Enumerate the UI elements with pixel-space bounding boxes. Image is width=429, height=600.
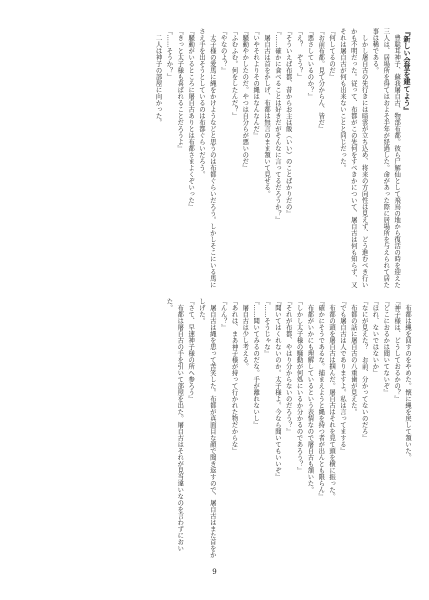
text-area (20, 28, 412, 558)
dialogue-line: 『ふむふむ。何をしたんだ？』 (230, 28, 238, 119)
paragraph: しかし屠自古の先行きには暗雲が立ち込め、将来の方向性は見えず、どう進むべき行いかも不明だった。従って、布都がこの先何をすべきかについて、屠自古は何も知らず、又それは屠自古が何も出来ないことと同じだった。 (338, 28, 368, 288)
dialogue-line: 『ほれ、ないではないか』 (371, 298, 379, 376)
dialogue-line: 『なにが見えた？ お前、分かってないのだろ』 (360, 298, 368, 441)
dialogue-line: 『そういえば布都、昔からお主は飯（いい）のことばかりだの』 (284, 28, 292, 217)
dialogue-line: 『でも屠自古は人でありますよ。私は言ってまする』 (338, 298, 346, 454)
dialogue-line: 『それが布都、やはり分からないのだろう？』 (284, 298, 292, 435)
dialogue-line: 『さて、早速神子様の所へ参ろう』 (187, 298, 195, 402)
dialogue-line: 『……聞いてみるのだな。手が離れないし』 (252, 298, 260, 428)
paragraph: 太子様の愛馬に縄をかけようなどと思うのは布都ぐらいだろう。しかしそこにいる馬にさえ手を出そうとしているのは布都ぐらいだろう。 (197, 28, 216, 288)
dialogue-line: 『あれは、まあ神子様が持って行かれた物だからな』 (230, 298, 238, 454)
upper-vertical-text (152, 28, 412, 288)
dialogue-line: 『聞いてはくれないのか。太子様よ。今なら聞いてもいいぞ』 (273, 298, 281, 480)
dialogue-line: 『騒動がいるところに屠自古ありとは布都さまよくぞいった』 (187, 28, 195, 210)
paragraph: 豊聡耳神子、蘇我屠自古、物部布都。彼ら尸解仙として飛鳥の地から復活の時を迎えた三人は、居場所を得てはおよそ半年が経過した。命があった際に居場所を与えられて居た事は稀である。 (371, 28, 401, 288)
story-title: 『新しい会堂を建てよう』 (403, 28, 411, 114)
dialogue-line: 『どこにおるかは聞いてないぞ』 (382, 298, 390, 396)
page-number: 9 (212, 568, 217, 576)
dialogue-line: 『……そうじゃな』 (263, 298, 271, 357)
paragraph: 布都がいかにも理解しているという表情なので屠自古も頷いた。 (306, 298, 314, 493)
paragraph: 布都の頭を屠自古は掴んだ。屠自古はそれを見て頭を横に振った。 (328, 298, 336, 500)
dialogue-line: 『……確かに食べることは好きだがそんなに言ってるだろうか？』 (273, 28, 281, 223)
dialogue-line: 『確かにそうであるな。捕まえようと縄を持つ者が出んとも限らん』 (317, 298, 325, 500)
lower-text-block (20, 298, 412, 558)
dialogue-line: 『やなのよ？』 (219, 28, 227, 74)
dialogue-line: 『何してるのだ』 (328, 28, 336, 80)
dialogue-line: 『悪さしているのか？』 (306, 28, 314, 100)
dialogue-line: 『しかし太子様の騒動が何処にいるか分かるのであろう？』 (295, 298, 303, 474)
dialogue-line: 『……そうか？』 (165, 28, 173, 80)
lower-vertical-text (163, 298, 412, 558)
paragraph: 布都の話に屠自古の八重歯が見えた。 (349, 298, 357, 415)
dialogue-line: 『んん？』 (219, 298, 227, 331)
paragraph: 布都は縄を回すのをやめた。懐に縄を戻して頷いた。 (404, 298, 411, 461)
dialogue-line: 『神子様は、どうしておるかの？』 (393, 298, 401, 402)
dialogue-line: 『お前布都。見て分からん、皆だ』 (317, 28, 325, 132)
upper-text-block (20, 28, 412, 288)
dialogue-line: 『騒動やかしたのだ。やつは自分らが悪いのだ』 (241, 28, 249, 171)
paragraph: 二人は神子の部屋に向かった。 (154, 28, 162, 126)
dialogue-line: 『きっと太子様も喜ばれることだろうよ』 (176, 28, 184, 152)
dialogue-line: 『いやそれよりその縄はなんなんだ』 (252, 28, 260, 139)
dialogue-line: 『え？ ぞう？』 (295, 28, 303, 80)
paragraph: 布都は屠自古の手を引いて部屋を出た。屠自古はそれが見当違いなのを言わずにおいた。 (165, 298, 184, 552)
paragraph: 屠自古は縄を思って苦笑した。布都が真面目な顔で聞き返すので、屠自古はまた首をかしげた。 (197, 298, 216, 558)
paragraph: 屠自古は少し考える。 (241, 298, 249, 370)
paragraph: 屠自古は首をかしげ、布都は無言のまま頷いて見せる。 (263, 28, 271, 197)
